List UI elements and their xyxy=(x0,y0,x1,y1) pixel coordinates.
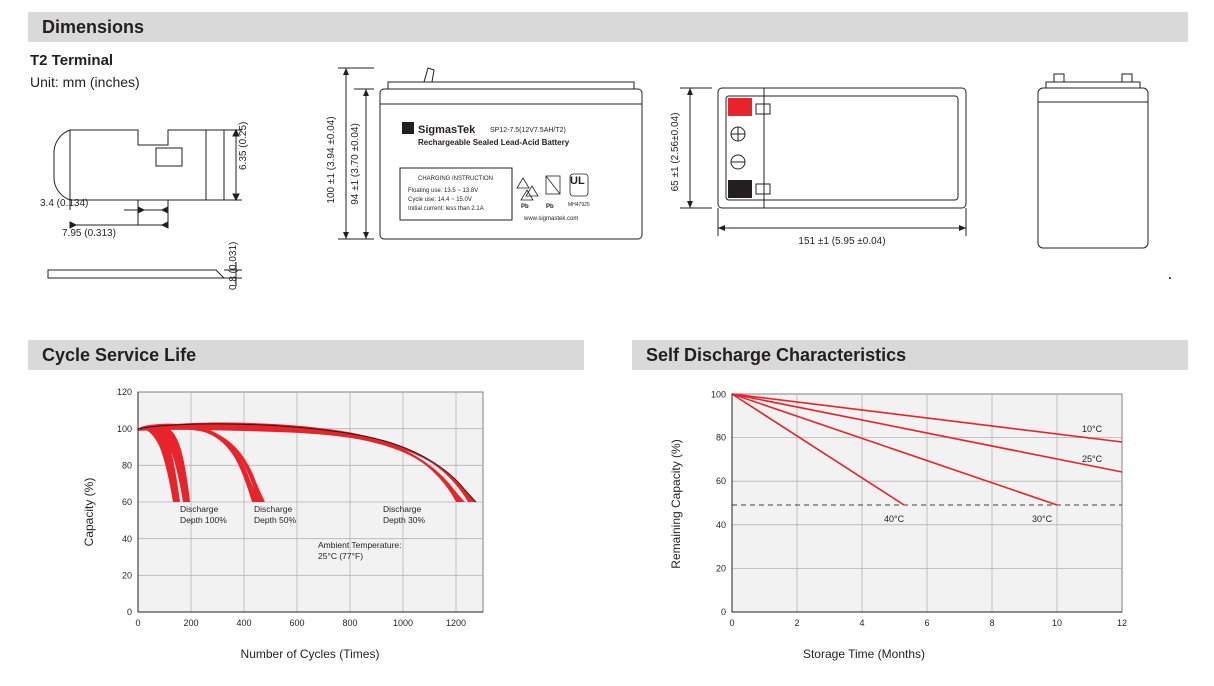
ul-file-number: MH47925 xyxy=(568,202,590,208)
terminal-dim-d: 0.8 (0.031) xyxy=(228,241,239,290)
svg-text:40: 40 xyxy=(121,533,132,544)
svg-text:40: 40 xyxy=(715,519,726,530)
svg-text:2: 2 xyxy=(794,618,800,628)
terminal-detail-drawing xyxy=(28,100,298,330)
cycle-annotation-dod30-line1: Discharge xyxy=(383,504,422,514)
battery-front-view xyxy=(318,60,668,260)
svg-text:80: 80 xyxy=(121,460,132,471)
dimensions-section-header xyxy=(28,12,1188,42)
svg-text:1200: 1200 xyxy=(445,618,467,628)
svg-text:0: 0 xyxy=(729,618,735,628)
cycle-service-life-chart xyxy=(28,382,588,672)
pb-mark-1: Pb xyxy=(521,204,529,210)
self-series-label-10c: 10°C xyxy=(1082,424,1103,434)
brand-mark-icon: S xyxy=(404,124,411,134)
svg-text:8: 8 xyxy=(989,618,995,628)
self-x-axis-label: Storage Time (Months) xyxy=(802,647,926,661)
svg-text:200: 200 xyxy=(183,618,199,628)
svg-text:0: 0 xyxy=(720,607,726,617)
cycle-y-axis-label: Capacity (%) xyxy=(82,477,96,547)
battery-top-view xyxy=(660,60,980,260)
svg-text:1000: 1000 xyxy=(392,618,414,628)
battery-side-view xyxy=(1010,60,1190,300)
svg-text:20: 20 xyxy=(715,563,726,574)
svg-text:800: 800 xyxy=(342,618,358,628)
charging-cycle: Cycle use: 14.4 ~ 15.0V xyxy=(408,197,472,203)
svg-text:100: 100 xyxy=(710,389,726,400)
cycle-annotation-dod30-line2: Depth 30% xyxy=(383,515,426,525)
cycle-annotation-dod100-line1: Discharge xyxy=(180,504,219,514)
top-length-dim: 151 ±1 (5.95 ±0.04) xyxy=(798,236,886,247)
self-series-label-30c: 30°C xyxy=(1032,514,1053,524)
pb-mark-2: Pb xyxy=(546,204,554,210)
brand-name: SigmasTek xyxy=(418,124,476,136)
cycle-service-life-header xyxy=(28,340,584,370)
cycle-service-life-title: Cycle Service Life xyxy=(42,344,197,365)
svg-text:60: 60 xyxy=(715,476,726,487)
charging-initial-current: Initial current: less than 2.1A xyxy=(408,206,484,212)
dimensions-title: Dimensions xyxy=(42,16,145,37)
svg-text:12: 12 xyxy=(1116,618,1128,628)
cycle-annotation-dod50-line2: Depth 50% xyxy=(254,515,297,525)
charging-floating: Floating use: 13.5 ~ 13.8V xyxy=(408,188,479,194)
self-discharge-title: Self Discharge Characteristics xyxy=(646,344,907,365)
svg-text:4: 4 xyxy=(859,618,865,628)
self-y-axis-label: Remaining Capacity (%) xyxy=(669,439,683,569)
cycle-annotation-temp-line1: Ambient Temperature: xyxy=(318,540,402,550)
front-height-body: 94 ±1 (3.70 ±0.04) xyxy=(350,123,361,205)
svg-text:6: 6 xyxy=(924,618,930,628)
svg-text:120: 120 xyxy=(116,387,132,398)
svg-text:400: 400 xyxy=(236,618,252,628)
svg-text:0: 0 xyxy=(126,607,132,617)
svg-text:0: 0 xyxy=(135,618,141,628)
website: www.sigmastek.com xyxy=(524,216,579,222)
ul-icon: UL xyxy=(570,175,585,187)
terminal-dim-c: 6.35 (0.25) xyxy=(238,121,249,170)
self-discharge-chart xyxy=(632,382,1192,672)
terminal-dim-a: 3.4 (0.134) xyxy=(40,198,89,209)
svg-text:80: 80 xyxy=(715,432,726,443)
terminal-dim-b: 7.95 (0.313) xyxy=(62,228,116,239)
self-series-label-25c: 25°C xyxy=(1082,454,1103,464)
svg-text:60: 60 xyxy=(121,497,132,508)
svg-text:20: 20 xyxy=(121,570,132,581)
svg-text:600: 600 xyxy=(289,618,305,628)
battery-type: Rechargeable Sealed Lead-Acid Battery xyxy=(418,138,570,147)
unit-label: Unit: mm (inches) xyxy=(30,74,140,90)
charging-instruction-title: CHARGING INSTRUCTION xyxy=(418,176,493,182)
cycle-x-axis-label: Number of Cycles (Times) xyxy=(240,647,380,661)
terminal-type-label: T2 Terminal xyxy=(30,52,114,69)
cycle-annotation-dod50-line1: Discharge xyxy=(254,504,293,514)
svg-text:10: 10 xyxy=(1051,618,1063,628)
self-series-label-40c: 40°C xyxy=(884,514,905,524)
cycle-annotation-dod100-line2: Depth 100% xyxy=(180,515,227,525)
cycle-annotation-temp-line2: 25°C (77°F) xyxy=(318,551,364,561)
front-height-overall: 100 ±1 (3.94 ±0.04) xyxy=(326,116,337,204)
model-number: SP12-7.5(12V7.5AH/T2) xyxy=(490,127,566,134)
svg-text:100: 100 xyxy=(116,423,132,434)
self-discharge-header xyxy=(632,340,1188,370)
top-width-dim: 65 ±1 (2.56±0.04) xyxy=(670,112,681,192)
